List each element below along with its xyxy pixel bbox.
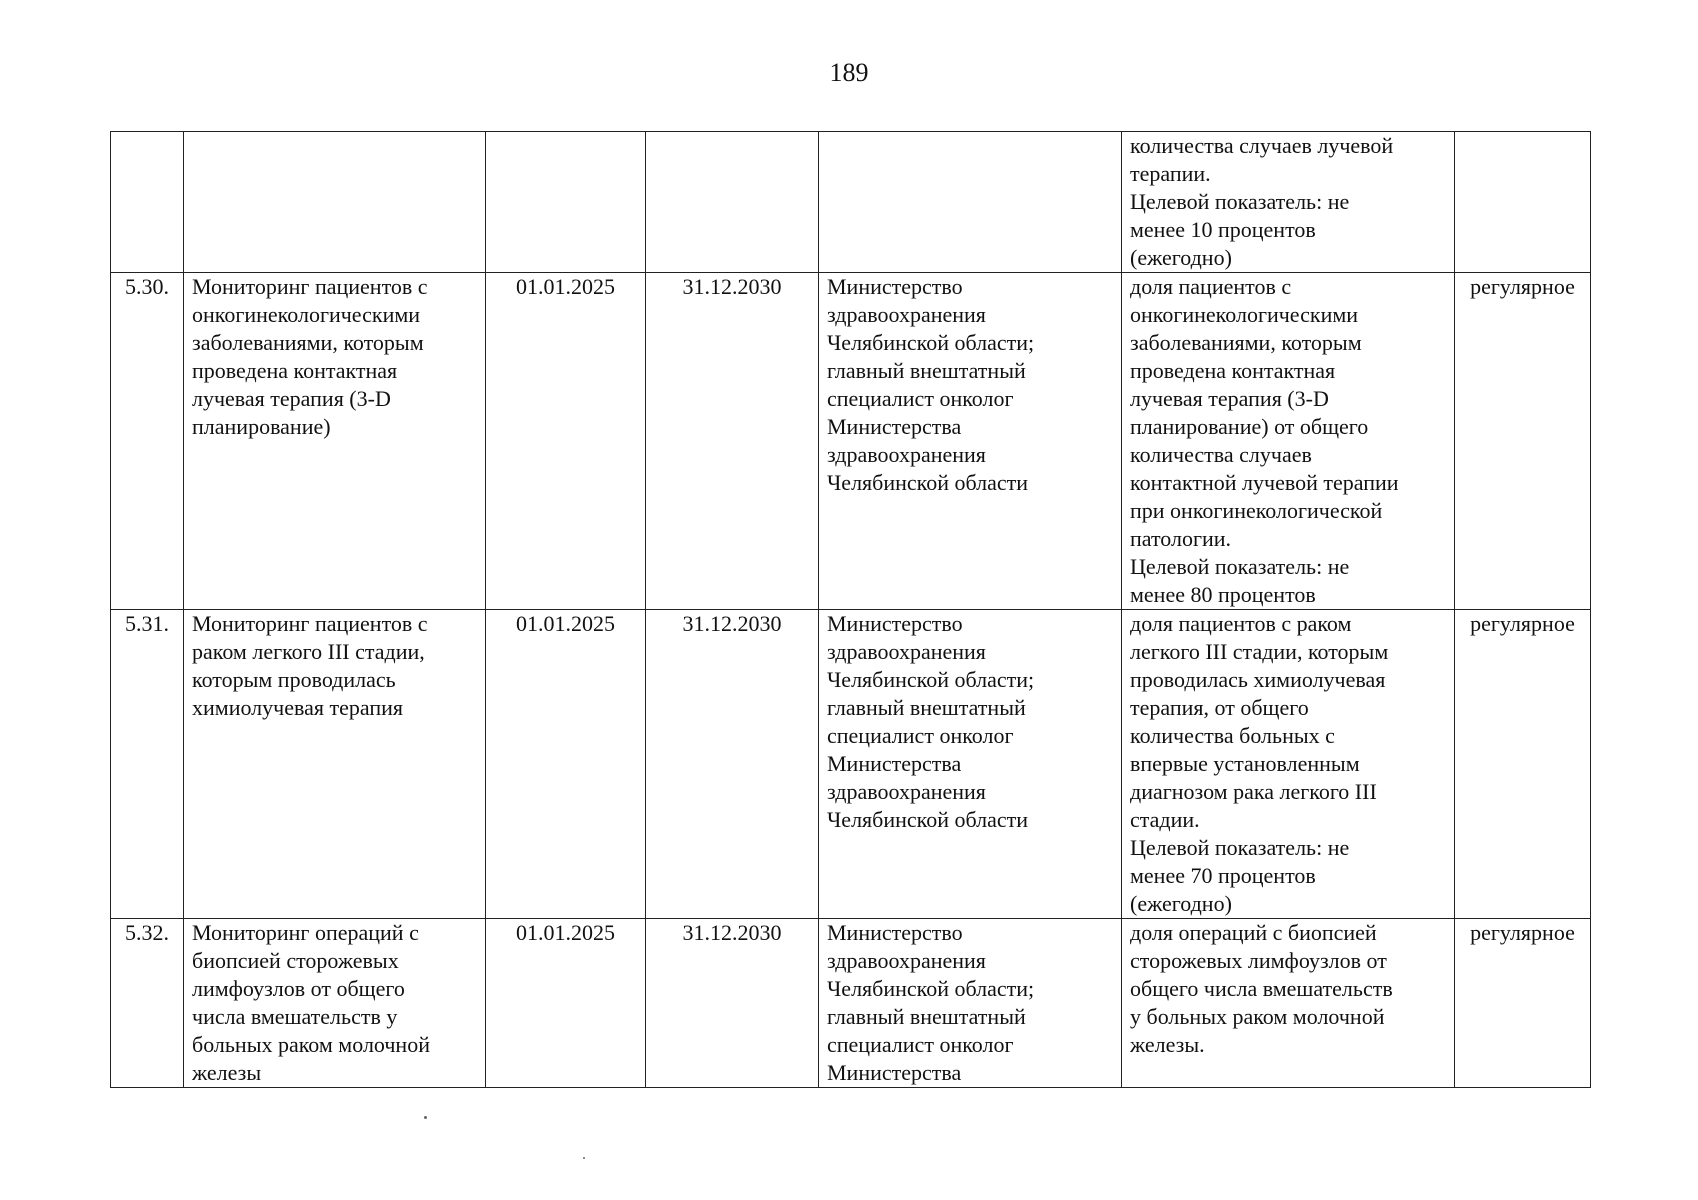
item-number-cell <box>111 132 184 273</box>
page-number: 189 <box>829 58 869 87</box>
start-date-cell <box>486 132 646 273</box>
responsible-cell <box>819 132 1122 273</box>
start-date-cell: 01.01.2025 <box>486 273 646 610</box>
responsible-cell: Министерство здравоохранения Челябинской области; главный внештатный специалист онколог Министерства <box>819 919 1122 1088</box>
end-date-cell: 31.12.2030 <box>646 273 819 610</box>
responsible-cell: Министерство здравоохранения Челябинской области; главный внештатный специалист онколог Министерства здравоохранения Челябинской области <box>819 273 1122 610</box>
indicator-cell: доля пациентов с онкогинекологическими заболеваниями, которым проведена контактная лучевая терапия (3-D планирование) от общего количества случаев контактной лучевой терапии при онкогинекологической патологии. Целевой показатель: не менее 80 процентов <box>1122 273 1455 610</box>
item-name-cell: Мониторинг пациентов с онкогинекологическими заболеваниями, которым проведена контактная лучевая терапия (3-D планирование) <box>184 273 486 610</box>
scan-speck <box>583 1157 585 1159</box>
scan-speck <box>424 1116 427 1119</box>
table-row <box>111 132 1591 273</box>
measures-table <box>110 131 1591 1088</box>
table-row <box>111 273 1591 610</box>
type-cell: регулярное <box>1455 610 1591 919</box>
item-name-cell <box>184 132 486 273</box>
table-row <box>111 610 1591 919</box>
indicator-cell: количества случаев лучевой терапии. Целевой показатель: не менее 10 процентов (ежегодно) <box>1122 132 1455 273</box>
type-cell: регулярное <box>1455 919 1591 1088</box>
item-number-cell: 5.30. <box>111 273 184 610</box>
type-cell <box>1455 132 1591 273</box>
table-row <box>111 919 1591 1088</box>
indicator-cell: доля операций с биопсией сторожевых лимфоузлов от общего числа вмешательств у больных раком молочной железы. <box>1122 919 1455 1088</box>
end-date-cell <box>646 132 819 273</box>
indicator-cell: доля пациентов с раком легкого III стадии, которым проводилась химиолучевая терапия, от общего количества больных с впервые установленным диагнозом рака легкого III стадии. Целевой показатель: не менее 70 процентов (ежегодно) <box>1122 610 1455 919</box>
start-date-cell: 01.01.2025 <box>486 919 646 1088</box>
type-cell: регулярное <box>1455 273 1591 610</box>
start-date-cell: 01.01.2025 <box>486 610 646 919</box>
item-number-cell: 5.32. <box>111 919 184 1088</box>
responsible-cell: Министерство здравоохранения Челябинской области; главный внештатный специалист онколог Министерства здравоохранения Челябинской области <box>819 610 1122 919</box>
item-number-cell: 5.31. <box>111 610 184 919</box>
end-date-cell: 31.12.2030 <box>646 919 819 1088</box>
item-name-cell: Мониторинг пациентов с раком легкого III стадии, которым проводилась химиолучевая терапия <box>184 610 486 919</box>
item-name-cell: Мониторинг операций с биопсией сторожевых лимфоузлов от общего числа вмешательств у больных раком молочной железы <box>184 919 486 1088</box>
end-date-cell: 31.12.2030 <box>646 610 819 919</box>
